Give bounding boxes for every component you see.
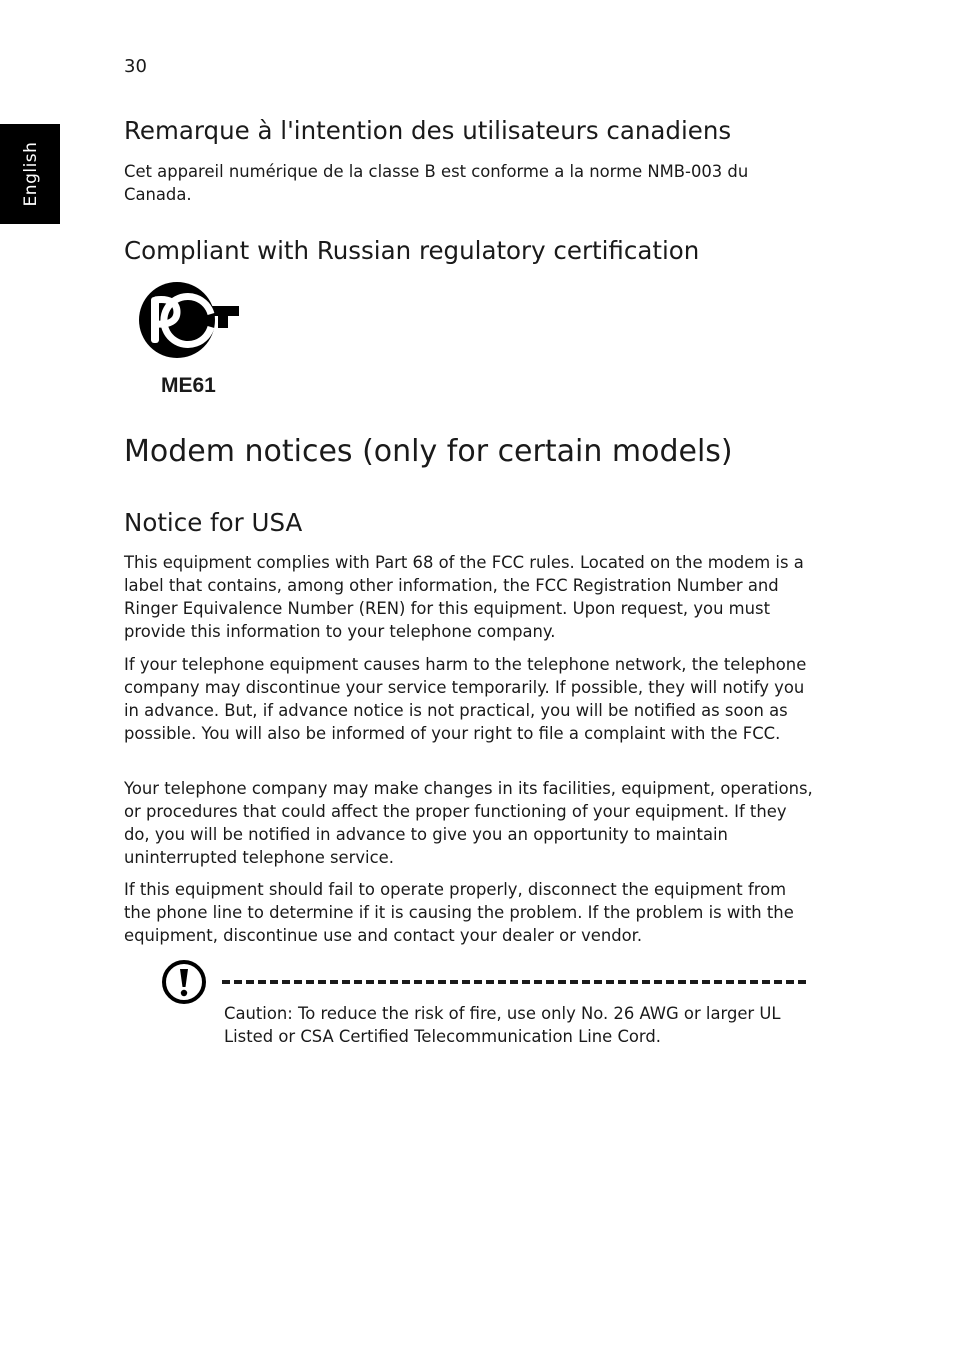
language-tab-label: English — [21, 141, 41, 207]
gost-r-certification-logo — [137, 280, 241, 360]
usa-paragraph: If this equipment should fail to operate properly, disconnect the equipment from the phone line to determine if it is causing the problem. If the problem is with the equipment, discontinue use and contact your dealer or vendor. — [124, 880, 794, 945]
caution-divider — [222, 980, 806, 984]
usa-paragraph: Your telephone company may make changes in its facilities, equipment, operations, or procedures that could affect the proper functioning of your equipment. If they do, you will be notified in advance to give you an opportunity to maintain uninterrupted telephone service. — [124, 779, 813, 867]
canada-body: Cet appareil numérique de la classe B est conforme a la norme NMB-003 du Canada. — [124, 162, 749, 204]
page-number: 30 — [124, 56, 147, 77]
usa-notice-heading: Notice for USA — [124, 508, 303, 537]
language-side-tab — [0, 124, 60, 224]
usa-paragraph: If your telephone equipment causes harm to the telephone network, the telephone company may discontinue your service temporarily. If possible, they will notify you in advance. But, if advance notice is not practical, you will be notified as soon as possible. You will also be informed of your right to file a complaint with the FCC. — [124, 655, 807, 743]
usa-paragraph: This equipment complies with Part 68 of the FCC rules. Located on the modem is a label that contains, among other information, the FCC Registration Number and Ringer Equivalence Number (REN) for this equipment. Upon request, you must provide this information to your telephone company. — [124, 553, 804, 641]
canada-heading: Remarque à l'intention des utilisateurs canadiens — [124, 116, 732, 145]
exclamation-circle-icon — [160, 958, 208, 1006]
russia-heading: Compliant with Russian regulatory certification — [124, 236, 700, 265]
modem-notices-title: Modem notices (only for certain models) — [124, 434, 733, 469]
caution-body: To reduce the risk of fire, use only No. 26 AWG or larger UL Listed or CSA Certified Telecommunication Line Cord. — [224, 1004, 781, 1046]
certification-code: ME61 — [161, 374, 216, 397]
caution-label: Caution: — [224, 1004, 293, 1023]
caution-note — [224, 1002, 814, 1048]
